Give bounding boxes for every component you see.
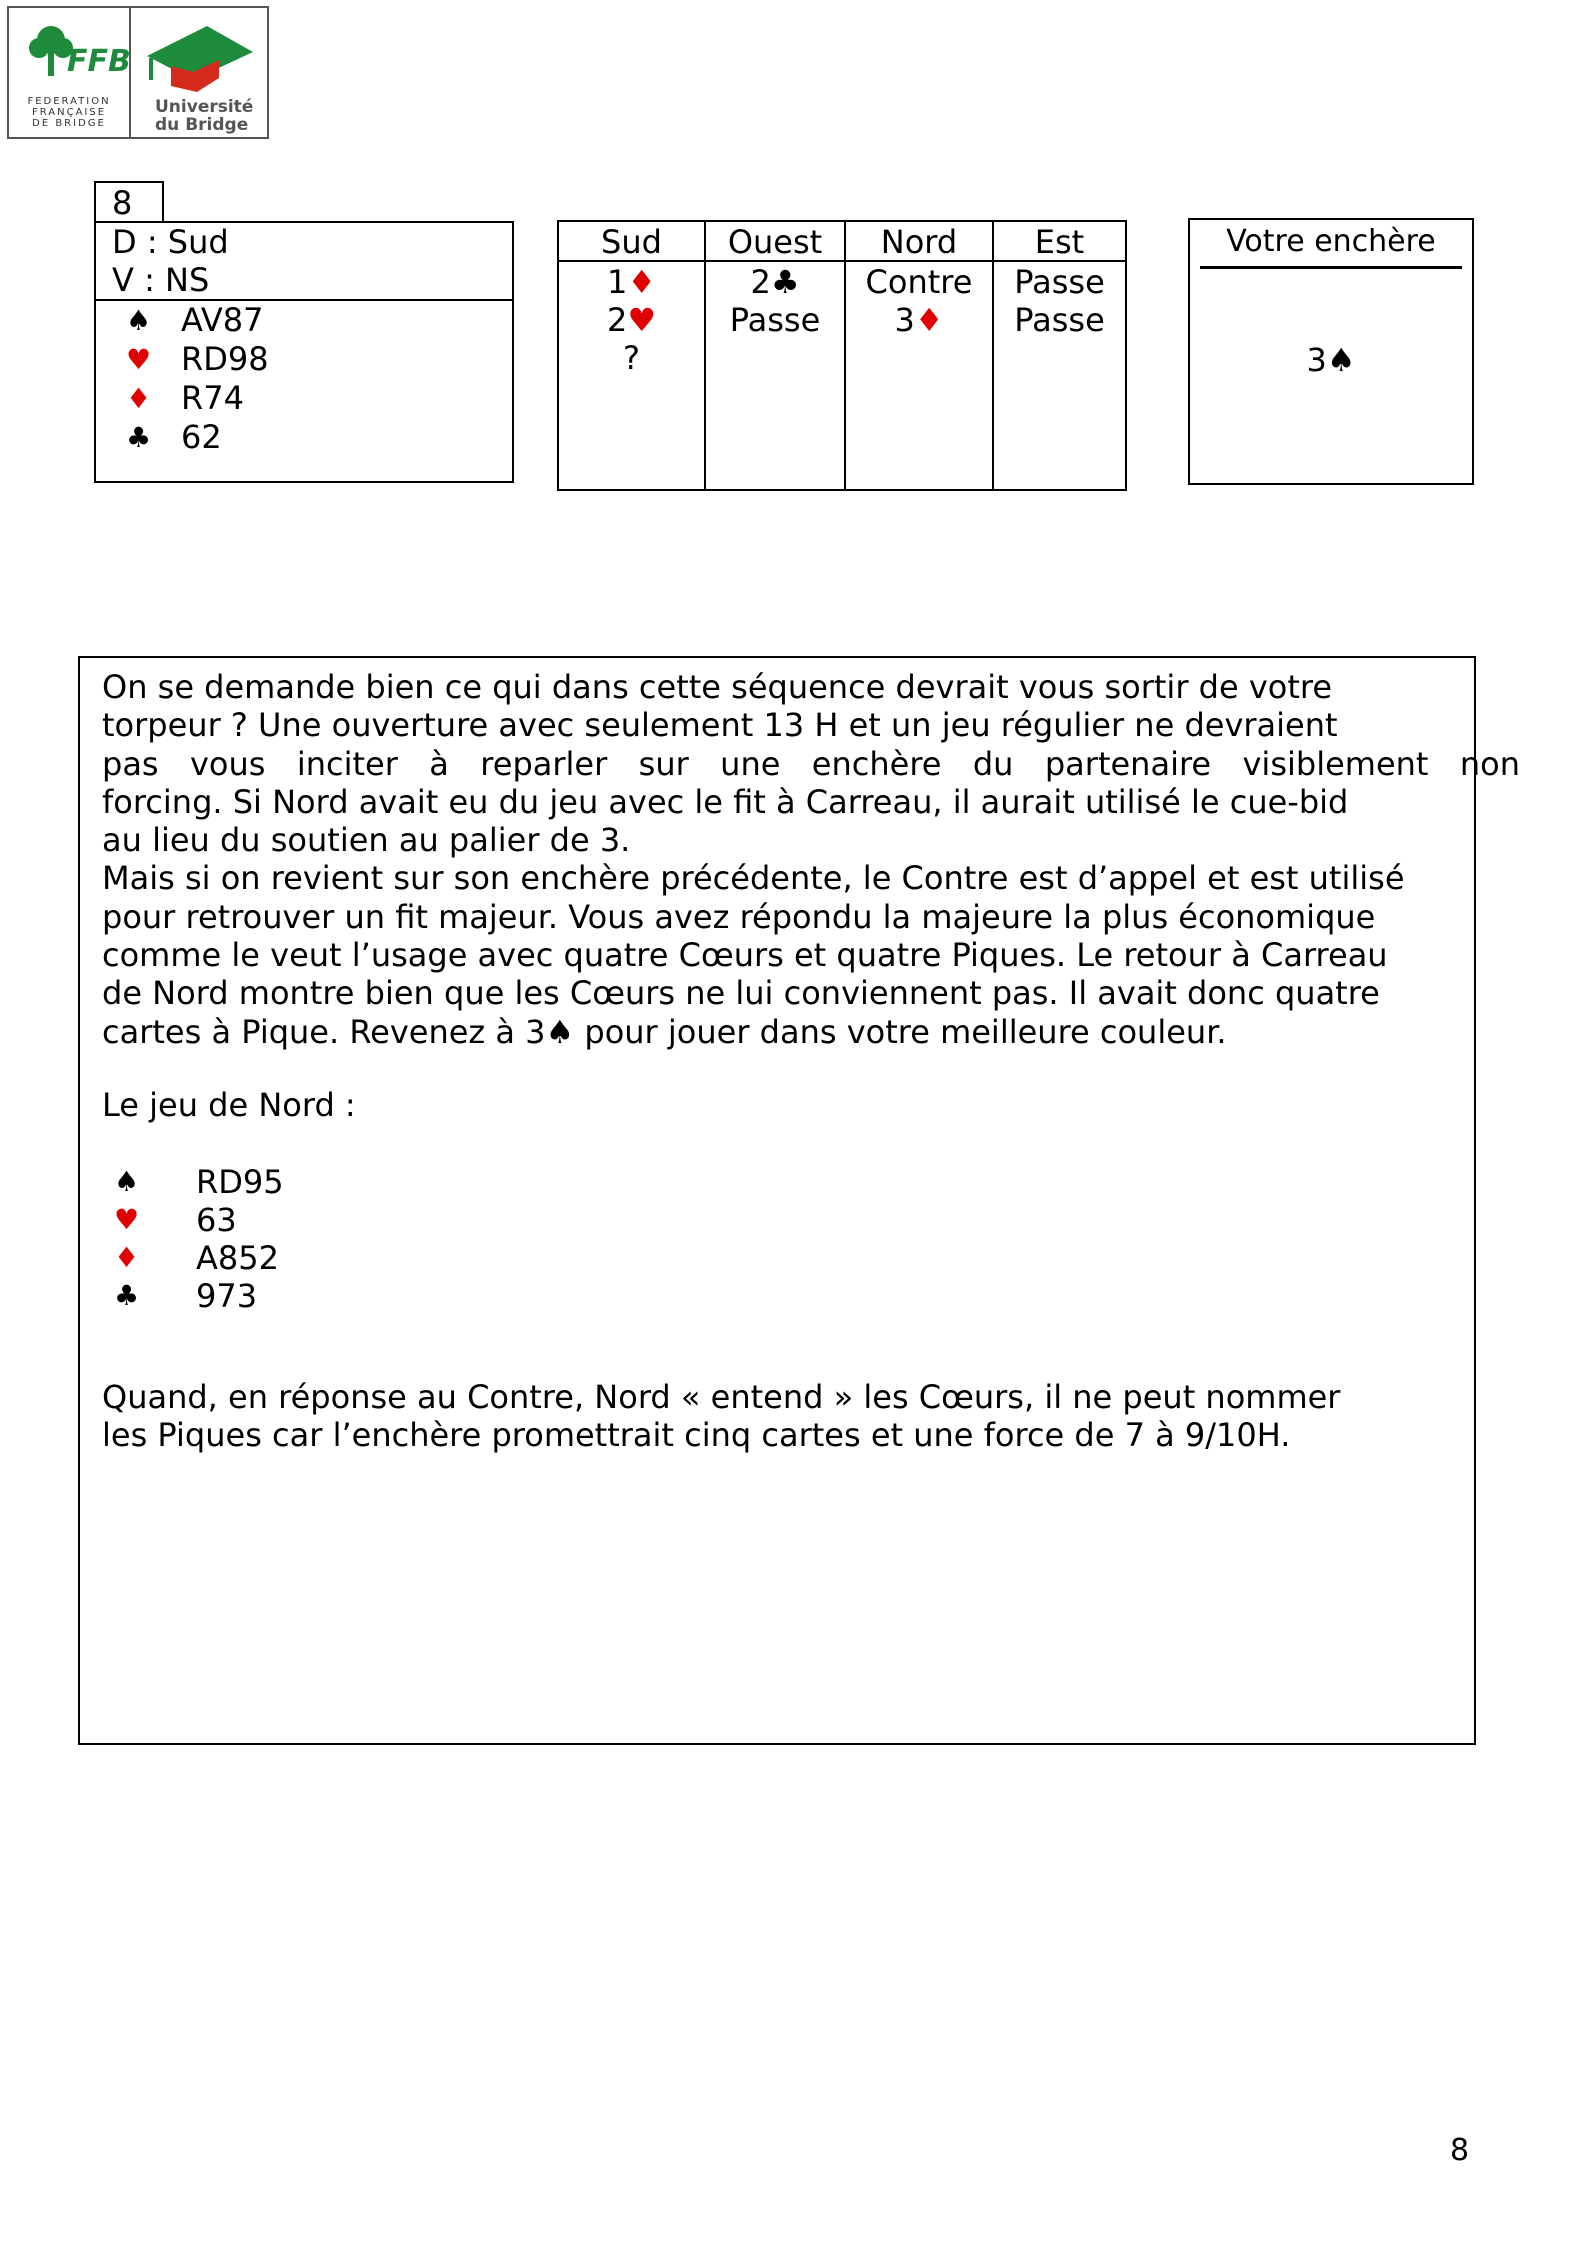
diamond-icon: ♦ [627,263,657,301]
bidding-column-sud [559,222,706,489]
spade-icon: ♠ [125,304,152,337]
ffb-caption-line: FRANÇAISE [31,107,107,118]
universite-line: du Bridge [155,115,249,135]
bid [846,262,992,300]
diamond-icon: ♦ [125,382,152,415]
north-row-clubs [114,1277,257,1315]
hand-row-spades [96,301,512,340]
bid [706,300,844,338]
bidding-header: Sud [559,222,704,262]
votre-enchere-box [1188,218,1474,485]
bid [846,300,992,338]
bid-level: 2 [606,301,628,339]
universite-text [155,98,253,134]
text-line: les Piques car l’enchère promettrait cinq cartes et une force de 7 à 9/10H. [102,1416,1291,1455]
bid [994,262,1125,300]
text-line: au lieu du soutien au palier de 3. [102,821,631,860]
hand-cards: AV87 [181,301,264,339]
spade-icon: ♠ [1326,341,1356,379]
text-segment: cartes à Pique. Revenez à 3 [102,1012,546,1051]
hand-row-hearts [96,340,512,379]
text-line: Mais si on revient sur son enchère précédente, le Contre est d’appel et est utilisé [102,859,1405,898]
bid [706,262,844,300]
diamond-icon: ♦ [114,1241,140,1274]
ffb-wordmark: FFB [67,44,131,79]
text-line: pas vous inciter à reparler sur une enchère du partenaire visiblement non [102,744,1520,783]
text-line: Quand, en réponse au Contre, Nord « entend » les Cœurs, il ne peut nommer [102,1378,1341,1416]
bid-level: Passe [1014,263,1105,301]
diamond-icon: ♦ [914,301,944,339]
ffb-caption [19,96,119,129]
bid-level: 3 [894,301,915,339]
bidding-header: Nord [846,222,992,262]
hand-row-clubs [96,418,512,457]
club-icon: ♣ [125,421,152,454]
bid-level: 1 [606,263,628,301]
explanation-box [78,656,1520,1745]
north-cards: RD95 [196,1163,284,1201]
bidding-header: Ouest [706,222,844,262]
north-cards: 973 [196,1277,258,1315]
hand-cards: 62 [181,418,222,456]
ffb-logo [9,8,131,137]
bid [559,338,704,376]
deal-number: 8 [94,181,164,223]
votre-enchere-title: Votre enchère [1200,220,1462,269]
dealer: D : Sud [112,223,229,261]
text-line: On se demande bien ce qui dans cette séquence devrait vous sortir de votre [102,668,1333,706]
heart-icon: ♥ [627,301,657,339]
bidding-column-est [994,222,1125,489]
bid-level: Contre [865,263,973,301]
north-row-hearts [114,1201,237,1239]
bidding-header: Est [994,222,1125,262]
bid [994,300,1125,338]
text-line: pour retrouver un fit majeur. Vous avez répondu la majeure la plus économique [102,897,1376,936]
paragraph-3 [102,1378,1340,1455]
ffb-caption-line: FEDERATION [27,96,111,107]
bidding-table [557,220,1127,491]
votre-enchere-answer [1190,341,1472,379]
universite-line: Université [155,97,254,117]
hand-row-diamonds [96,379,512,418]
hand-cards: R74 [181,379,244,417]
north-cards: 63 [196,1201,237,1239]
spade-icon: ♠ [545,1012,575,1051]
bidding-column-nord [846,222,994,489]
hand-cards: RD98 [181,340,269,378]
bid [559,300,704,338]
vulnerability: V : NS [96,261,512,301]
bid-level: ? [623,339,640,377]
north-row-diamonds [114,1239,279,1277]
bid-level: Passe [1014,301,1105,339]
answer-level: 3 [1306,341,1327,379]
text-line: comme le veut l’usage avec quatre Cœurs et quatre Piques. Le retour à Carreau [102,936,1388,975]
bidding-column-ouest [706,222,846,489]
ffb-caption-line: DE BRIDGE [32,118,106,129]
text-line: torpeur ? Une ouverture avec seulement 13 H et un jeu régulier ne devraient [102,706,1338,745]
north-title: Le jeu de Nord : [102,1086,356,1124]
heart-icon: ♥ [114,1203,140,1236]
text-line: forcing. Si Nord avait eu du jeu avec le fit à Carreau, il aurait utilisé le cue-bid [102,782,1349,821]
bid [559,262,704,300]
north-row-spades [114,1163,284,1201]
bid-level: 2 [750,263,771,301]
spade-icon: ♠ [114,1165,140,1198]
text-line: de Nord montre bien que les Cœurs ne lui conviennent pas. Il avait donc quatre [102,974,1380,1013]
mortarboard-icon [141,22,259,92]
paragraph-1 [102,668,1520,1051]
text-segment: pour jouer dans votre meilleure couleur. [574,1012,1227,1051]
universite-logo [131,8,267,137]
club-icon: ♣ [114,1279,140,1312]
text-line [102,1013,1520,1051]
page-number: 8 [1450,2133,1470,2168]
bid-level: Passe [729,301,821,339]
north-cards: A852 [196,1239,279,1277]
deal-box [94,221,514,483]
club-icon: ♣ [770,263,800,301]
heart-icon: ♥ [125,343,152,376]
logo [7,6,269,139]
